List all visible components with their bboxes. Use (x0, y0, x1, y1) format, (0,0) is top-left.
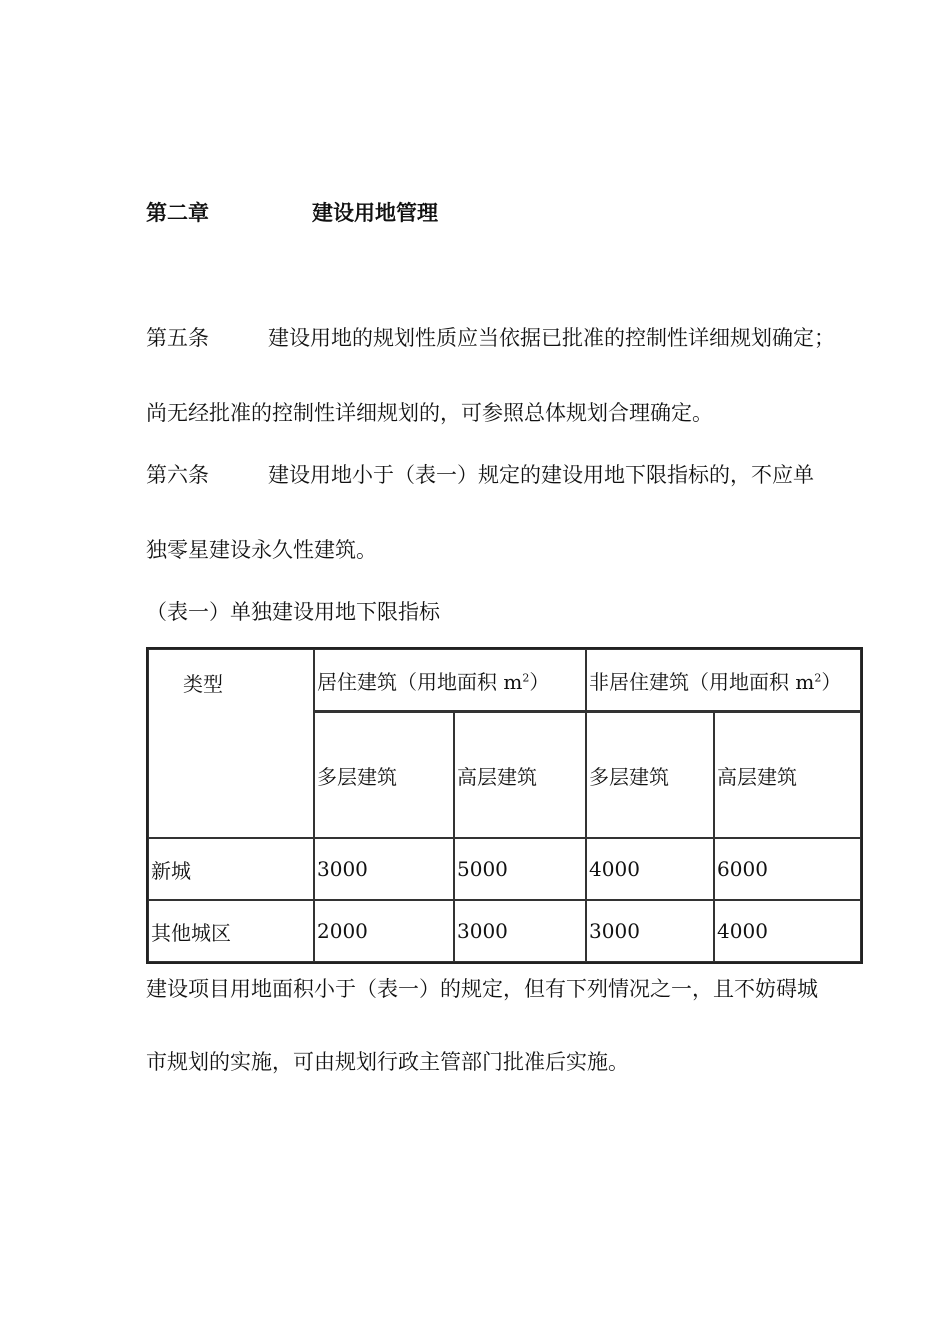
residential-high-value: 3000 (454, 900, 586, 962)
area-unit: $m^2$） (795, 669, 842, 694)
type-header: 类型 (183, 672, 223, 696)
residential-group-header (314, 649, 586, 711)
residential-multi-header: 多层建筑 (314, 711, 454, 838)
nonresidential-multi-value: 4000 (586, 838, 714, 900)
table-row (148, 838, 861, 900)
residential-multi-value: 3000 (314, 838, 454, 900)
article-6-label: 第六条 (146, 463, 209, 487)
type-header-cell (148, 649, 314, 838)
table-row (148, 900, 861, 962)
row-type: 新城 (148, 838, 314, 900)
nonresidential-high-header: 高层建筑 (714, 711, 861, 838)
nonresidential-high-value: 6000 (714, 838, 861, 900)
closing-line-1: 建设项目用地面积小于（表一）的规定，但有下列情况之一，且不妨碍城 (146, 977, 818, 1001)
area-unit: $m^2$） (503, 669, 550, 694)
residential-group-label: 居住建筑（用地面积 (317, 669, 497, 694)
nonresidential-multi-header: 多层建筑 (586, 711, 714, 838)
residential-multi-value: 2000 (314, 900, 454, 962)
article-5-line-1: 建设用地的规划性质应当依据已批准的控制性详细规划确定； (268, 326, 835, 350)
chapter-title: 建设用地管理 (312, 201, 438, 225)
nonresidential-group-header (586, 649, 861, 711)
table-caption: （表一）单独建设用地下限指标 (146, 600, 440, 624)
article-6-line-2: 独零星建设永久性建筑。 (146, 538, 377, 562)
residential-high-header: 高层建筑 (454, 711, 586, 838)
article-6-line-1: 建设用地小于（表一）规定的建设用地下限指标的，不应单 (268, 463, 814, 487)
chapter-number: 第二章 (146, 201, 209, 225)
residential-high-value: 5000 (454, 838, 586, 900)
closing-line-2: 市规划的实施，可由规划行政主管部门批准后实施。 (146, 1050, 629, 1074)
land-limit-table (146, 647, 863, 964)
article-5-line-2: 尚无经批准的控制性详细规划的，可参照总体规划合理确定。 (146, 401, 713, 425)
nonresidential-multi-value: 3000 (586, 900, 714, 962)
nonresidential-high-value: 4000 (714, 900, 861, 962)
row-type: 其他城区 (148, 900, 314, 962)
article-5-label: 第五条 (146, 326, 209, 350)
nonresidential-group-label: 非居住建筑（用地面积 (589, 669, 790, 694)
